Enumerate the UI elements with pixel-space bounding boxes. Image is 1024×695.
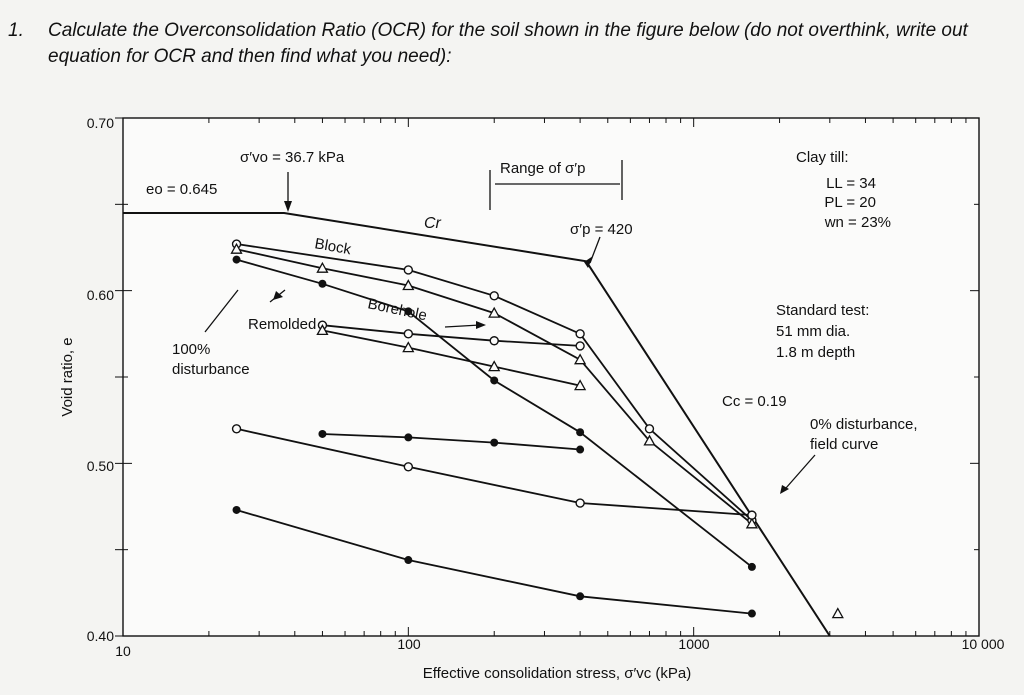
annotation-sigma-p: σ′p = 420 <box>570 221 633 238</box>
data-point-filled-circle <box>576 446 584 454</box>
ytick-label-040: 0.40 <box>86 628 114 644</box>
annotation-field-curve-1: 0% disturbance, <box>810 416 918 433</box>
x-axis-title: Effective consolidation stress, σ′vc (kPa) <box>422 665 692 682</box>
xtick-label-10: 10 <box>115 643 131 659</box>
data-point-filled-circle <box>490 376 498 384</box>
annotation-field-curve-2: field curve <box>810 436 879 453</box>
data-point-filled-circle <box>576 592 584 600</box>
annotation-borehole: Borehole <box>366 295 429 325</box>
annotation-clay-title: Clay till: <box>796 149 849 166</box>
annotation-disturbance-100b: disturbance <box>172 361 250 378</box>
ytick-label-050: 0.50 <box>86 458 114 474</box>
xtick-label-10000: 10 000 <box>961 636 1005 652</box>
ytick-label-070: 0.70 <box>86 115 114 131</box>
data-point-open-circle <box>748 511 756 519</box>
data-point-filled-circle <box>748 563 756 571</box>
annotation-wn: wn = 23% <box>824 214 891 231</box>
annotation-cc: Cc = 0.19 <box>722 393 787 410</box>
annotation-std-depth: 1.8 m depth <box>776 344 856 361</box>
data-point-filled-circle <box>404 433 412 441</box>
y-axis-title: Void ratio, e <box>59 337 76 417</box>
xtick-label-100: 100 <box>397 636 421 652</box>
ytick-label-060: 0.60 <box>86 287 114 303</box>
data-point-open-circle <box>404 266 412 274</box>
data-point-open-circle <box>490 337 498 345</box>
annotation-pl: PL = 20 <box>824 194 876 211</box>
xtick-label-1000: 1000 <box>678 636 710 652</box>
data-point-open-circle <box>233 425 241 433</box>
data-point-filled-circle <box>748 610 756 618</box>
annotation-standard-test: Standard test: <box>776 302 870 319</box>
data-point-open-circle <box>404 463 412 471</box>
data-point-filled-circle <box>233 506 241 514</box>
data-point-open-circle <box>576 499 584 507</box>
annotation-e0: eo = 0.645 <box>146 181 218 198</box>
data-point-open-circle <box>404 330 412 338</box>
data-point-open-circle <box>576 342 584 350</box>
data-point-open-circle <box>645 425 653 433</box>
annotation-remolded: Remolded <box>248 316 317 333</box>
annotation-block: Block <box>313 235 353 259</box>
question-number: 1. <box>8 20 24 41</box>
data-point-filled-circle <box>576 428 584 436</box>
data-point-open-circle <box>490 292 498 300</box>
annotation-std-diameter: 51 mm dia. <box>776 323 851 340</box>
annotation-cr: Cr <box>424 215 441 232</box>
data-point-filled-circle <box>490 439 498 447</box>
data-point-filled-circle <box>404 556 412 564</box>
data-point-filled-circle <box>318 430 326 438</box>
annotation-sigma-vo: σ′vo = 36.7 kPa <box>240 149 345 166</box>
question-text: Calculate the Overconsolidation Ratio (OCR) for the soil shown in the figure below (do not overthink, write out equation for OCR and then find what you need): <box>48 20 968 67</box>
data-point-filled-circle <box>318 280 326 288</box>
data-point-open-circle <box>576 330 584 338</box>
data-point-filled-circle <box>233 256 241 264</box>
annotation-ll: LL = 34 <box>826 175 876 192</box>
annotation-range: Range of σ′p <box>500 160 586 177</box>
annotation-disturbance-100a: 100% <box>172 341 211 358</box>
